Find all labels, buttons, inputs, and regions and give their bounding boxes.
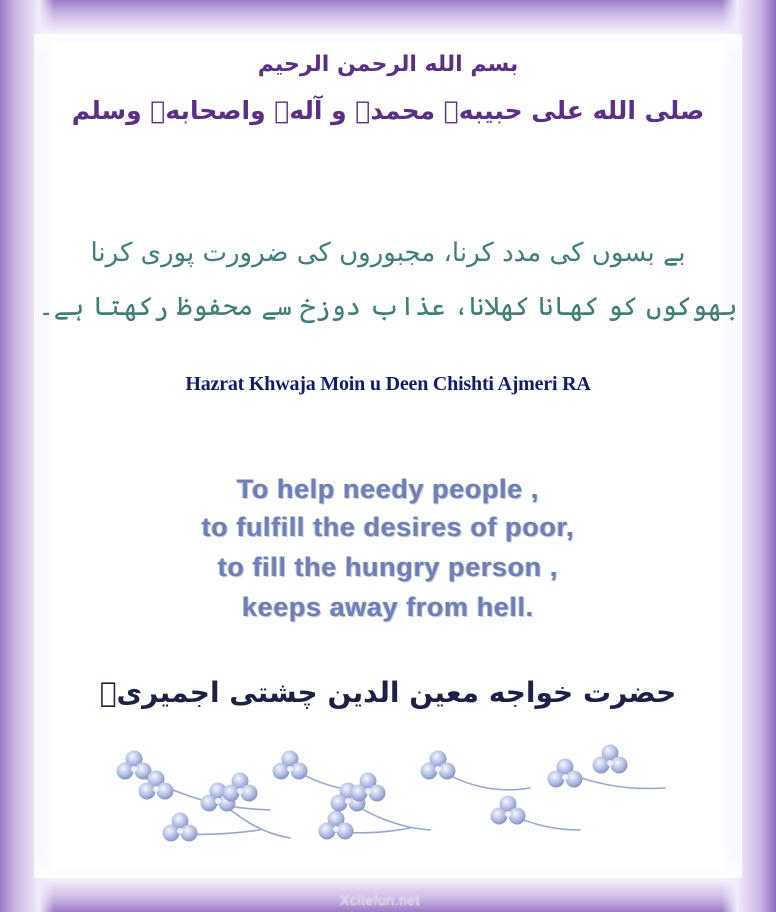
author-english: Hazrat Khwaja Moin u Deen Chishti Ajmeri RA xyxy=(185,373,591,395)
english-quote-line-2: to fulfill the desires of poor, xyxy=(201,512,575,542)
watermark: Xcitefun.net xyxy=(340,892,420,908)
urdu-quote-line-2: بھوکوں کو کھانا کھلانا، عذاب دوزخ سے محفوظ رکھتا ہے۔ xyxy=(38,292,738,322)
salawat-heading: صلی الله علی حبیبهٖ محمدﷺ و آلهٖ واصحابهٖ وسلم xyxy=(71,96,705,125)
urdu-quote-line-1: بے بسوں کی مدد کرنا، مجبوروں کی ضرورت پوری کرنا xyxy=(90,238,686,268)
english-quote-line-1: To help needy people , xyxy=(236,474,540,504)
flower-garland-icon xyxy=(110,738,690,868)
bismillah-heading: بسم الله الرحمن الرحیم xyxy=(257,52,519,77)
english-quote-line-4: keeps away from hell. xyxy=(242,592,534,622)
author-urdu: حضرت خواجه معین الدین چشتی اجمیریؒ xyxy=(99,676,677,709)
english-quote-line-3: to fill the hungry person , xyxy=(217,552,559,582)
